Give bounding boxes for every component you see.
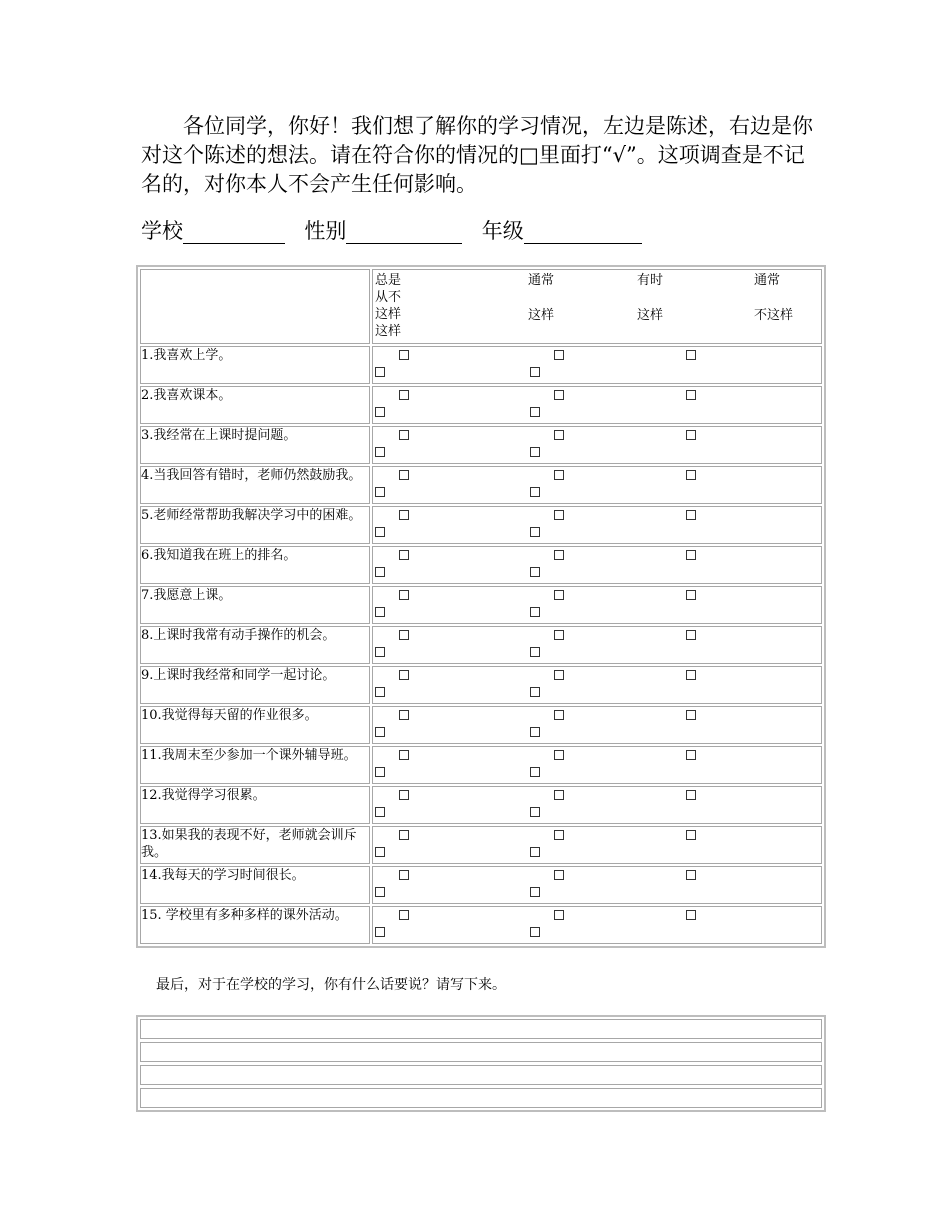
- answer-checkbox[interactable]: [554, 790, 564, 800]
- answer-options: [372, 426, 822, 464]
- answer-checkbox[interactable]: [530, 927, 540, 937]
- answer-checkbox[interactable]: [530, 447, 540, 457]
- answer-checkbox[interactable]: [554, 830, 564, 840]
- answer-checkbox[interactable]: [686, 870, 696, 880]
- answer-checkbox[interactable]: [530, 807, 540, 817]
- question-text: 15. 学校里有多种多样的课外活动。: [140, 906, 370, 944]
- answer-options: [372, 506, 822, 544]
- answer-line[interactable]: [140, 1088, 822, 1108]
- answer-checkbox[interactable]: [686, 510, 696, 520]
- answer-checkbox[interactable]: [375, 407, 385, 417]
- header-sometimes-bottom: 这样: [637, 308, 664, 323]
- answer-options: [372, 626, 822, 664]
- answer-options: [372, 866, 822, 904]
- answer-checkbox[interactable]: [686, 590, 696, 600]
- grade-input[interactable]: [524, 221, 642, 244]
- closing-prompt: 最后，对于在学校的学习，你有什么话要说？请写下来。: [156, 977, 506, 993]
- question-text: 7.我愿意上课。: [140, 586, 370, 624]
- answer-checkbox[interactable]: [399, 470, 409, 480]
- answer-options: [372, 466, 822, 504]
- school-input[interactable]: [183, 221, 285, 244]
- question-row: [140, 506, 822, 544]
- answer-checkbox[interactable]: [399, 430, 409, 440]
- school-label: 学校: [141, 219, 183, 243]
- answer-checkbox[interactable]: [686, 350, 696, 360]
- answer-checkbox[interactable]: [399, 550, 409, 560]
- answer-checkbox[interactable]: [375, 687, 385, 697]
- answer-checkbox[interactable]: [530, 487, 540, 497]
- question-text: 1.我喜欢上学。: [140, 346, 370, 384]
- header-usually-not-bottom: 不这样: [754, 308, 794, 323]
- answer-checkbox[interactable]: [554, 870, 564, 880]
- question-text: 12.我觉得学习很累。: [140, 786, 370, 824]
- answer-checkbox[interactable]: [554, 630, 564, 640]
- answer-checkbox[interactable]: [375, 847, 385, 857]
- question-row: [140, 826, 822, 864]
- answer-checkbox[interactable]: [530, 607, 540, 617]
- answer-checkbox[interactable]: [686, 470, 696, 480]
- question-text: 3.我经常在上课时提问题。: [140, 426, 370, 464]
- header-options-cell: [372, 269, 822, 344]
- answer-checkbox[interactable]: [375, 927, 385, 937]
- answer-checkbox[interactable]: [686, 670, 696, 680]
- answer-checkbox[interactable]: [554, 670, 564, 680]
- info-fields: [141, 216, 642, 246]
- answer-line[interactable]: [140, 1019, 822, 1039]
- question-text: 4.当我回答有错时，老师仍然鼓励我。: [140, 466, 370, 504]
- answer-checkbox[interactable]: [554, 470, 564, 480]
- header-usually-bottom: 这样: [528, 308, 555, 323]
- answer-options: [372, 346, 822, 384]
- question-row: [140, 666, 822, 704]
- answer-checkbox[interactable]: [554, 350, 564, 360]
- answer-checkbox[interactable]: [530, 847, 540, 857]
- question-text: 6.我知道我在班上的排名。: [140, 546, 370, 584]
- answer-line[interactable]: [140, 1042, 822, 1062]
- header-usually-not-top: 通常: [754, 273, 781, 288]
- answer-checkbox[interactable]: [554, 510, 564, 520]
- answer-checkbox[interactable]: [530, 767, 540, 777]
- question-text: 2.我喜欢课本。: [140, 386, 370, 424]
- answer-checkbox[interactable]: [554, 590, 564, 600]
- answer-checkbox[interactable]: [399, 910, 409, 920]
- answer-line[interactable]: [140, 1065, 822, 1085]
- header-always-never: 总是从不这样这样: [375, 273, 402, 339]
- question-row: [140, 746, 822, 784]
- answer-checkbox[interactable]: [530, 887, 540, 897]
- answer-checkbox[interactable]: [554, 710, 564, 720]
- answer-checkbox[interactable]: [686, 750, 696, 760]
- answer-checkbox[interactable]: [399, 750, 409, 760]
- answer-checkbox[interactable]: [686, 630, 696, 640]
- answer-checkbox[interactable]: [554, 910, 564, 920]
- answer-checkbox[interactable]: [686, 430, 696, 440]
- answer-checkbox[interactable]: [530, 647, 540, 657]
- answer-checkbox[interactable]: [375, 607, 385, 617]
- question-row: [140, 586, 822, 624]
- answer-checkbox[interactable]: [399, 870, 409, 880]
- answer-options: [372, 586, 822, 624]
- question-row: [140, 786, 822, 824]
- answer-lines: [136, 1015, 826, 1112]
- survey-table: [136, 265, 826, 948]
- answer-options: [372, 666, 822, 704]
- answer-options: [372, 786, 822, 824]
- question-row: [140, 906, 822, 944]
- answer-checkbox[interactable]: [686, 550, 696, 560]
- answer-checkbox[interactable]: [399, 710, 409, 720]
- answer-checkbox[interactable]: [530, 687, 540, 697]
- answer-checkbox[interactable]: [530, 567, 540, 577]
- answer-checkbox[interactable]: [375, 807, 385, 817]
- question-row: [140, 466, 822, 504]
- answer-checkbox[interactable]: [399, 630, 409, 640]
- answer-checkbox[interactable]: [375, 727, 385, 737]
- gender-input[interactable]: [346, 221, 462, 244]
- answer-checkbox[interactable]: [686, 710, 696, 720]
- header-row: [140, 269, 822, 344]
- answer-checkbox[interactable]: [530, 727, 540, 737]
- answer-checkbox[interactable]: [399, 390, 409, 400]
- answer-checkbox[interactable]: [399, 350, 409, 360]
- answer-options: [372, 826, 822, 864]
- answer-checkbox[interactable]: [375, 487, 385, 497]
- question-text: 9.上课时我经常和同学一起讨论。: [140, 666, 370, 704]
- answer-checkbox[interactable]: [686, 910, 696, 920]
- question-row: [140, 866, 822, 904]
- answer-options: [372, 746, 822, 784]
- answer-options: [372, 386, 822, 424]
- question-text: 5.老师经常帮助我解决学习中的困难。: [140, 506, 370, 544]
- answer-checkbox[interactable]: [375, 527, 385, 537]
- answer-checkbox[interactable]: [554, 550, 564, 560]
- answer-checkbox[interactable]: [530, 367, 540, 377]
- question-text: 13.如果我的表现不好，老师就会训斥我。: [140, 826, 370, 864]
- answer-checkbox[interactable]: [375, 647, 385, 657]
- question-row: [140, 346, 822, 384]
- answer-checkbox[interactable]: [399, 830, 409, 840]
- gender-label: 性别: [304, 219, 347, 243]
- answer-checkbox[interactable]: [375, 887, 385, 897]
- answer-checkbox[interactable]: [375, 567, 385, 577]
- question-text: 8.上课时我常有动手操作的机会。: [140, 626, 370, 664]
- answer-checkbox[interactable]: [686, 830, 696, 840]
- answer-checkbox[interactable]: [554, 750, 564, 760]
- question-row: [140, 546, 822, 584]
- answer-checkbox[interactable]: [530, 527, 540, 537]
- answer-options: [372, 546, 822, 584]
- question-row: [140, 386, 822, 424]
- answer-checkbox[interactable]: [399, 670, 409, 680]
- answer-options: [372, 906, 822, 944]
- question-text: 10.我觉得每天留的作业很多。: [140, 706, 370, 744]
- answer-checkbox[interactable]: [375, 367, 385, 377]
- answer-checkbox[interactable]: [686, 790, 696, 800]
- intro-paragraph: [141, 112, 821, 199]
- answer-checkbox[interactable]: [399, 510, 409, 520]
- question-text: 11.我周末至少参加一个课外辅导班。: [140, 746, 370, 784]
- question-row: [140, 706, 822, 744]
- question-row: [140, 626, 822, 664]
- question-text: 14.我每天的学习时间很长。: [140, 866, 370, 904]
- answer-checkbox[interactable]: [399, 790, 409, 800]
- grade-label: 年级: [481, 219, 524, 243]
- answer-checkbox[interactable]: [375, 447, 385, 457]
- answer-checkbox[interactable]: [375, 767, 385, 777]
- header-usually-top: 通常: [528, 273, 555, 288]
- answer-checkbox[interactable]: [530, 407, 540, 417]
- answer-checkbox[interactable]: [686, 390, 696, 400]
- answer-checkbox[interactable]: [399, 590, 409, 600]
- answer-checkbox[interactable]: [554, 390, 564, 400]
- question-row: [140, 426, 822, 464]
- header-sometimes-top: 有时: [637, 273, 664, 288]
- intro-text: 各位同学，你好！我们想了解你的学习情况，左边是陈述，右边是你对这个陈述的想法。请在符合你的情况的□里面打“√”。这项调查是不记名的，对你本人不会产生任何影响。: [141, 114, 813, 196]
- header-empty-cell: [140, 269, 370, 344]
- answer-checkbox[interactable]: [554, 430, 564, 440]
- answer-options: [372, 706, 822, 744]
